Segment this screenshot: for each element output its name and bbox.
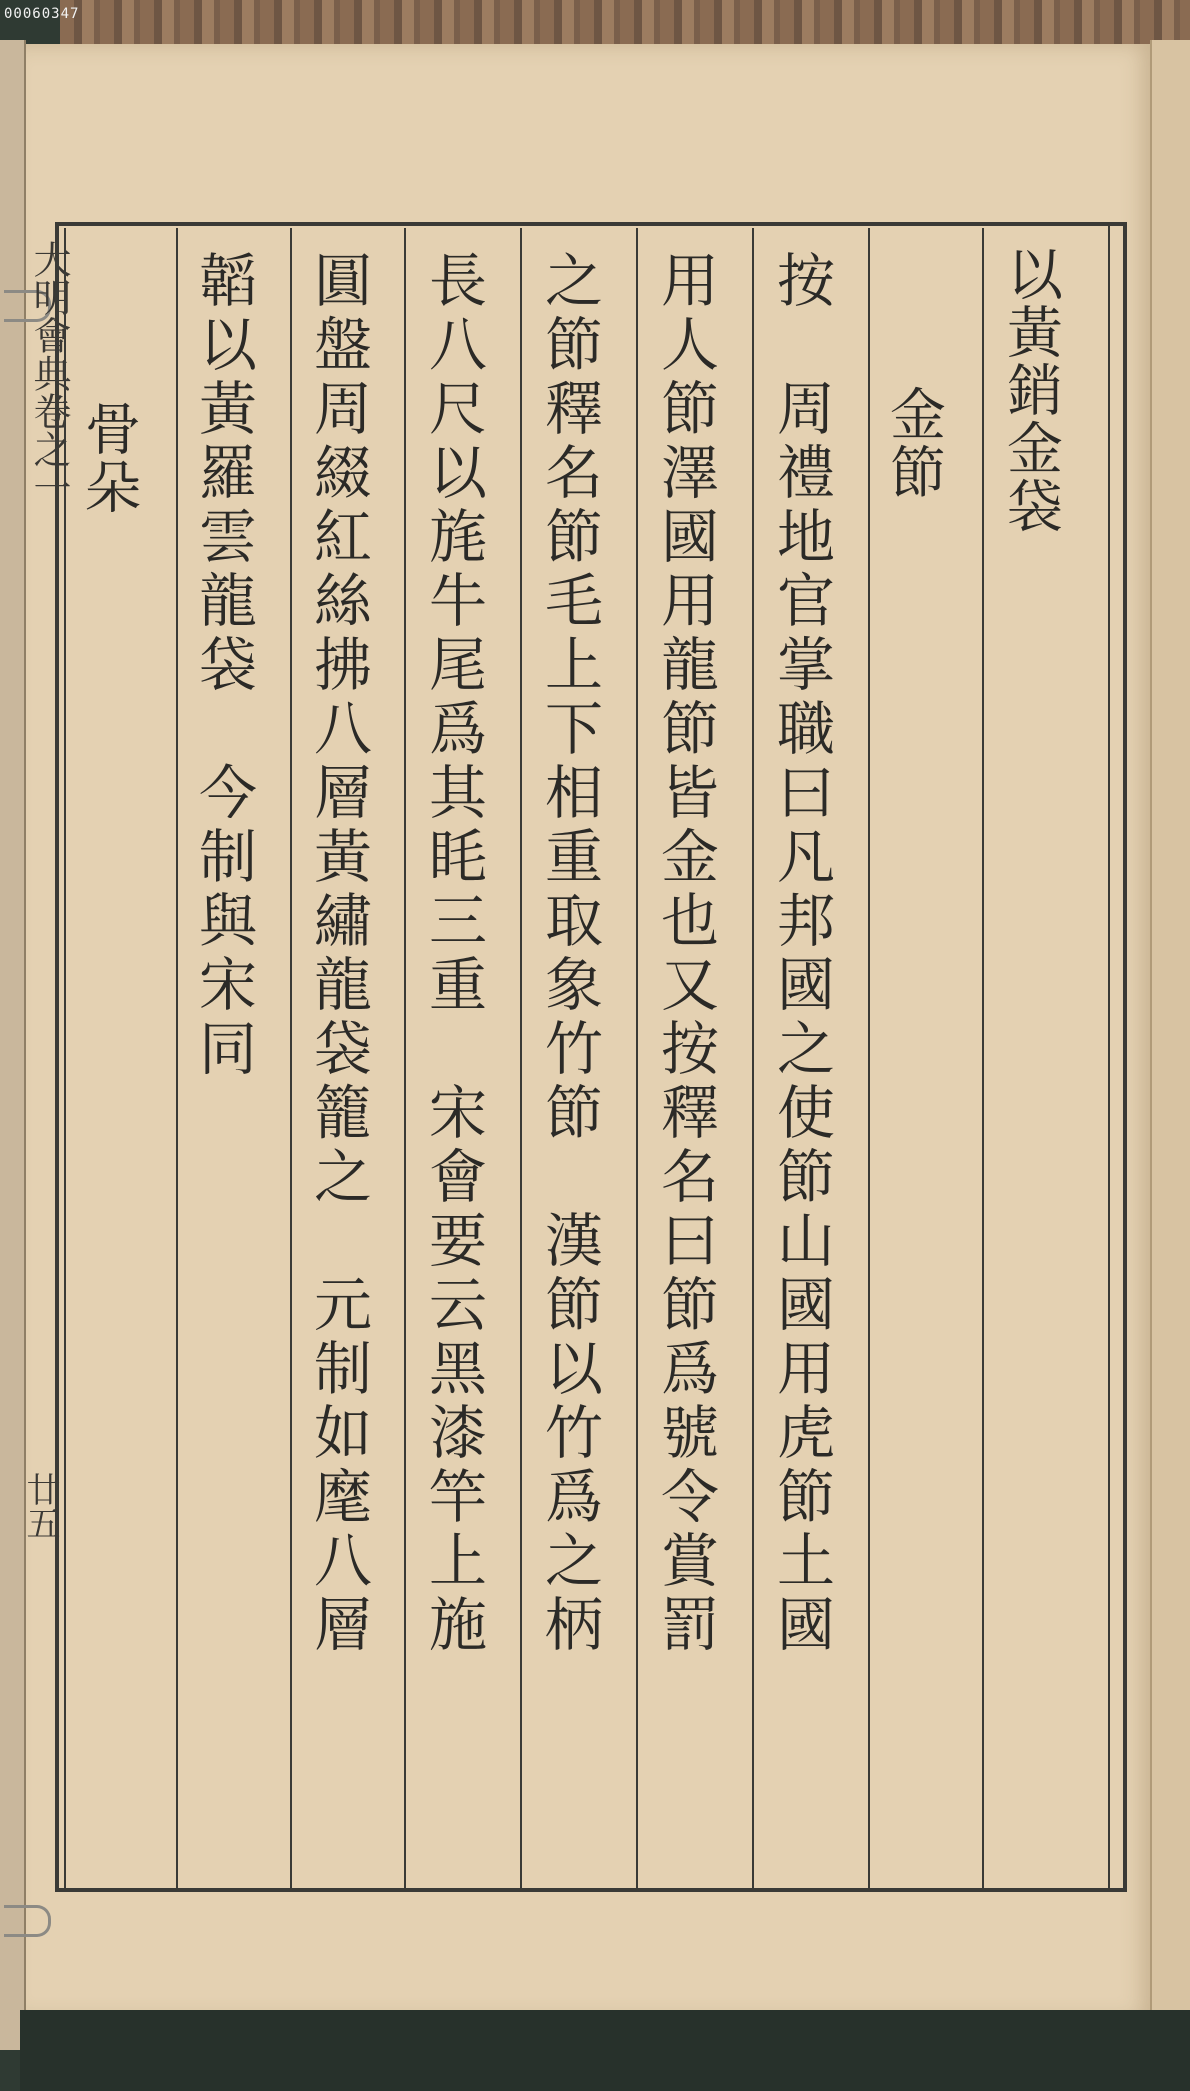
text-column-1: 按 周禮地官掌職曰凡邦國之使節山國用虎節土國 [767,250,835,1658]
book-cover-edge [60,0,1190,48]
column-rule [868,228,870,1888]
column-rule [982,228,984,1888]
text-column-3: 之節釋名節毛上下相重取象竹節 漢節以竹爲之柄 [535,250,603,1658]
section-heading: 以黃銷金袋 [998,245,1063,535]
column-rule [290,228,292,1888]
column-rule [520,228,522,1888]
frame-inner-rule [1108,222,1110,1892]
column-rule [176,228,178,1888]
text-column-5: 圓盤周綴紅絲拂八層黃繡龍袋籠之 元制如麾八層 [304,250,372,1658]
column-rule [64,228,66,1888]
column-rule [636,228,638,1888]
binding-thread [4,1905,51,1937]
background-bottom [20,2010,1190,2091]
next-page-edge [1150,40,1190,2020]
text-column-6: 韜以黃羅雲龍袋 今制與宋同 [189,250,257,1082]
text-column-4: 長八尺以旄牛尾爲其眊三重 宋會要云黑漆竿上施 [419,250,487,1658]
item-heading-golden-tally: 金節 [881,385,946,501]
scan-id-label: 00060347 [4,6,80,22]
item-heading-gu-duo: 骨朵 [76,400,141,516]
text-column-2: 用人節澤國用龍節皆金也又按釋名曰節爲號令賞罰 [651,250,719,1658]
margin-folio-number: 廿五 [20,1472,60,1540]
column-rule [752,228,754,1888]
margin-book-title: 大明會典卷之一 [27,240,71,506]
column-rule [404,228,406,1888]
